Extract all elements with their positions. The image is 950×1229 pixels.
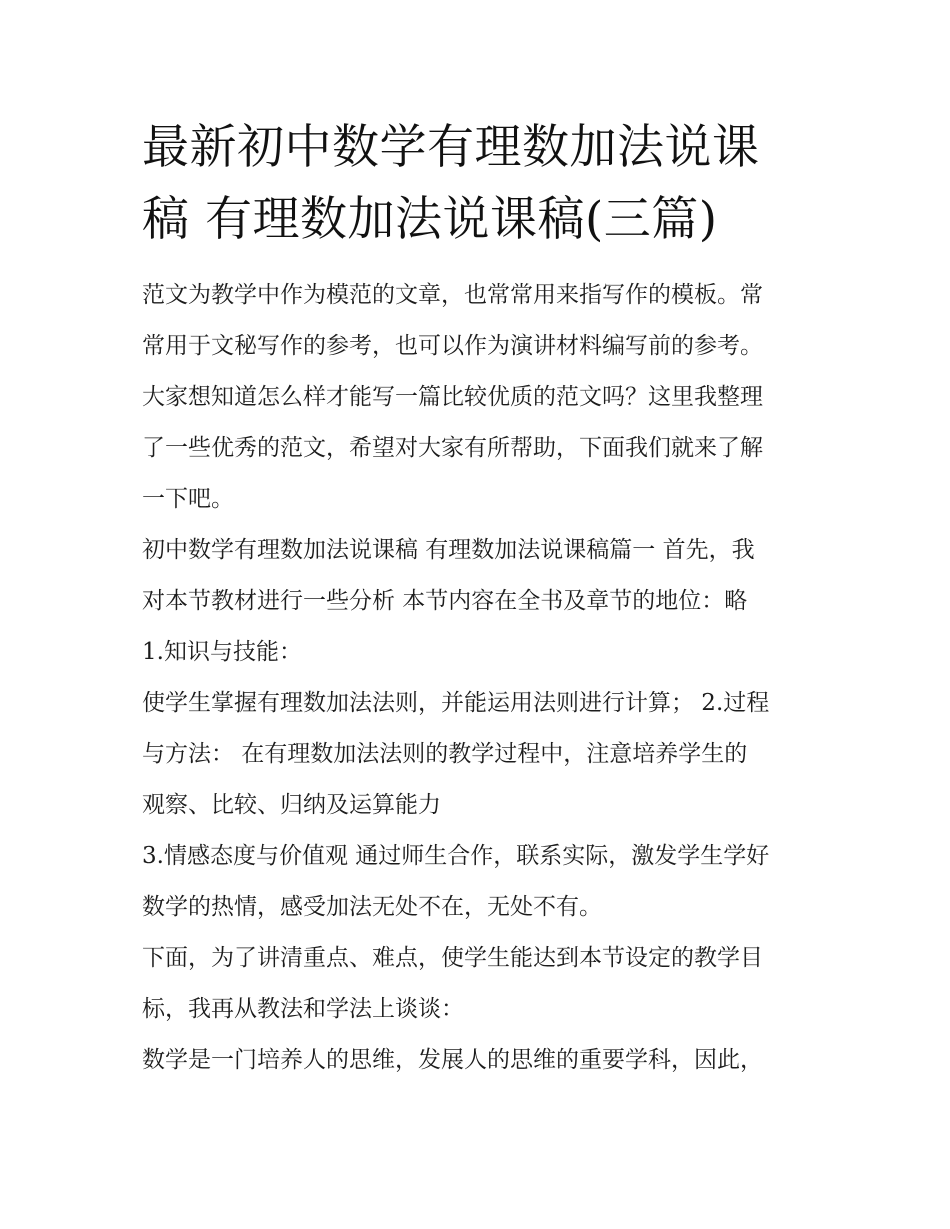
text-line: 1.知识与技能： xyxy=(142,639,302,665)
text-line: 初中数学有理数加法说课稿 有理数加法说课稿篇一 首先，我 xyxy=(142,537,755,563)
title-line: 最新初中数学有理数加法说课 xyxy=(142,120,760,175)
text-line: 数学是一门培养人的思维，发展人的思维的重要学科，因此， xyxy=(142,1047,763,1073)
title-line: 稿 有理数加法说课稿(三篇) xyxy=(142,192,718,247)
paragraph-process-method xyxy=(142,678,814,831)
text-line: 观察、比较、归纳及运算能力 xyxy=(142,792,441,818)
document-body xyxy=(142,270,814,1086)
paragraph-key-points xyxy=(142,933,814,1035)
paragraph-emotion-values xyxy=(142,831,814,933)
text-line: 了一些优秀的范文，希望对大家有所帮助，下面我们就来了解 xyxy=(142,435,763,461)
paragraph-knowledge-skills xyxy=(142,627,814,678)
text-line: 大家想知道怎么样才能写一篇比较优质的范文吗？这里我整理 xyxy=(142,384,763,410)
text-line: 使学生掌握有理数加法法则，并能运用法则进行计算； 2.过程 xyxy=(142,690,770,716)
text-line: 对本节教材进行一些分析 本节内容在全书及章节的地位：略 xyxy=(142,588,748,614)
document-content xyxy=(142,112,814,1086)
text-line: 常用于文秘写作的参考，也可以作为演讲材料编写前的参考。 xyxy=(142,333,763,359)
paragraph-intro xyxy=(142,270,814,525)
text-line: 下面，为了讲清重点、难点，使学生能达到本节设定的教学目 xyxy=(142,945,763,971)
text-line: 一下吧。 xyxy=(142,486,234,512)
text-line: 3.情感态度与价值观 通过师生合作，联系实际，激发学生学好 xyxy=(142,843,770,869)
text-line: 数学的热情，感受加法无处不在，无处不有。 xyxy=(142,894,602,920)
text-line: 范文为教学中作为模范的文章，也常常用来指写作的模板。常 xyxy=(142,282,763,308)
paragraph-section-one xyxy=(142,525,814,627)
text-line: 与方法： 在有理数加法法则的教学过程中，注意培养学生的 xyxy=(142,741,748,767)
paragraph-teaching-method xyxy=(142,1035,814,1086)
text-line: 标，我再从教法和学法上谈谈： xyxy=(142,996,464,1022)
document-title xyxy=(142,112,814,256)
